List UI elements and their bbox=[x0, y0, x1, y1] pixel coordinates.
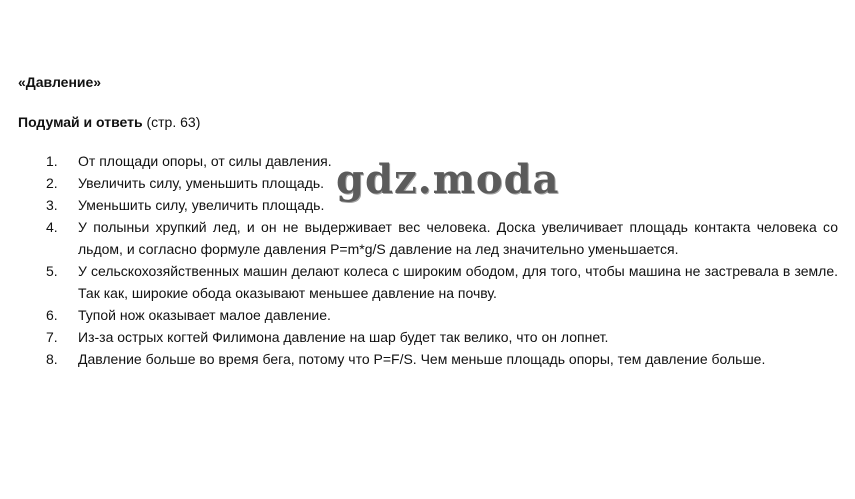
section-heading bbox=[18, 114, 200, 130]
answer-item-5 bbox=[0, 260, 855, 304]
answer-number: 4. bbox=[46, 219, 58, 235]
answer-item-8 bbox=[0, 348, 855, 370]
answer-text: Уменьшить силу, увеличить площадь. bbox=[78, 197, 325, 213]
section-heading-page: (стр. 63) bbox=[142, 114, 201, 130]
document-title: «Давление» bbox=[18, 74, 102, 90]
answer-number: 5. bbox=[46, 263, 58, 279]
answer-item-7 bbox=[0, 326, 855, 348]
watermark-logo: gdz.moda bbox=[336, 156, 560, 203]
answer-text: У сельскохозяйственных машин делают колеса с широким ободом, для того, чтобы машина не застревала в земле. Так как, широкие обода оказывают меньшее давление на почву. bbox=[78, 263, 838, 301]
answer-text: Увеличить силу, уменьшить площадь. bbox=[78, 175, 325, 191]
answer-number: 6. bbox=[46, 307, 58, 323]
answer-text: Давление больше во время бега, потому что P=F/S. Чем меньше площадь опоры, тем давление больше. bbox=[78, 351, 766, 367]
answer-number: 7. bbox=[46, 329, 58, 345]
answer-item-6 bbox=[0, 304, 855, 326]
answer-item-4 bbox=[0, 216, 855, 260]
answer-number: 3. bbox=[46, 197, 58, 213]
answer-text: От площади опоры, от силы давления. bbox=[78, 153, 332, 169]
section-heading-label: Подумай и ответь bbox=[18, 114, 143, 130]
answer-text: Тупой нож оказывает малое давление. bbox=[78, 307, 331, 323]
answer-number: 2. bbox=[46, 175, 58, 191]
answer-number: 8. bbox=[46, 351, 58, 367]
answer-text: Из-за острых когтей Филимона давление на шар будет так велико, что он лопнет. bbox=[78, 329, 609, 345]
answer-number: 1. bbox=[46, 153, 58, 169]
answer-text: У полыньи хрупкий лед, и он не выдерживает вес человека. Доска увеличивает площадь контакта человека со льдом, и согласно формуле давления P=m*g/S давление на лед значительно уменьшается. bbox=[78, 219, 838, 257]
